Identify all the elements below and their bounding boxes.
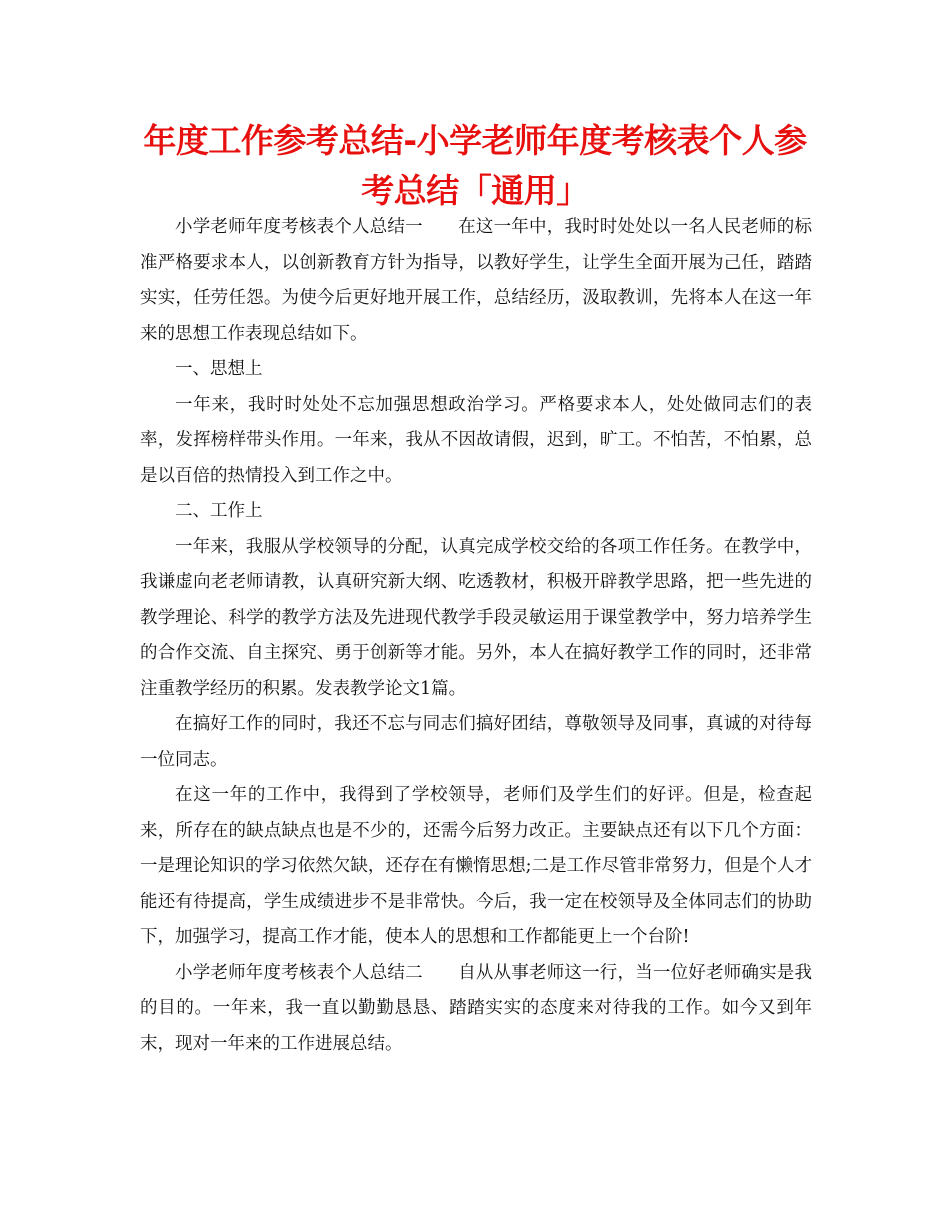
paragraph-shortcomings: 在这一年的工作中，我得到了学校领导，老师们及学生们的好评。但是，检查起来，所存在的缺点缺点也是不少的，还需今后努力改正。主要缺点还有以下几个方面：一是理论知识的学习依然欠缺，还存在有懒惰思想;二是工作尽管非常努力，但是个人才能还有待提高，学生成绩进步不是非常快。今后，我一定在校领导及全体同志们的协助下，加强学习，提高工作才能，使本人的思想和工作都能更上一个台阶! <box>140 785 812 947</box>
section-heading-thought: 一、思想上 <box>175 359 263 379</box>
document-title: 年度工作参考总结-小学老师年度考核表个人参考总结「通用」 <box>143 121 807 210</box>
paragraph-thought: 一年来，我时时处处不忘加强思想政治学习。严格要求本人，处处做同志们的表率，发挥榜样带头作用。一年来，我从不因故请假，迟到，旷工。不怕苦，不怕累，总是以百倍的热情投入到工作之中。 <box>140 394 812 486</box>
paragraph-work: 一年来，我服从学校领导的分配，认真完成学校交给的各项工作任务。在教学中，我谦虚向老老师请教，认真研究新大纲、吃透教材，积极开辟教学思路，把一些先进的教学理论、科学的教学方法及先进现代教学手段灵敏运用于课堂教学中，努力培养学生的合作交流、自主探究、勇于创新等才能。另外，本人在搞好教学工作的同时，还非常注重教学经历的积累。发表教学论文1篇。 <box>140 536 812 699</box>
paragraph-unity: 在搞好工作的同时，我还不忘与同志们搞好团结，尊敬领导及同事，真诚的对待每一位同志。 <box>140 714 812 770</box>
section-heading-work: 二、工作上 <box>175 501 263 521</box>
paragraph-summary-two: 小学老师年度考核表个人总结二 自从从事老师这一行，当一位好老师确实是我的目的。一年来，我一直以勤勤恳恳、踏踏实实的态度来对待我的工作。如今又到年末，现对一年来的工作进展总结。 <box>140 962 812 1054</box>
document-body <box>140 210 812 1062</box>
paragraph-intro: 小学老师年度考核表个人总结一 在这一年中，我时时处处以一名人民老师的标准严格要求本人，以创新教育方针为指导，以教好学生，让学生全面开展为己任，踏踏实实，任劳任怨。为使今后更好地开展工作，总结经历，汲取教训，先将本人在这一年来的思想工作表现总结如下。 <box>140 217 812 344</box>
